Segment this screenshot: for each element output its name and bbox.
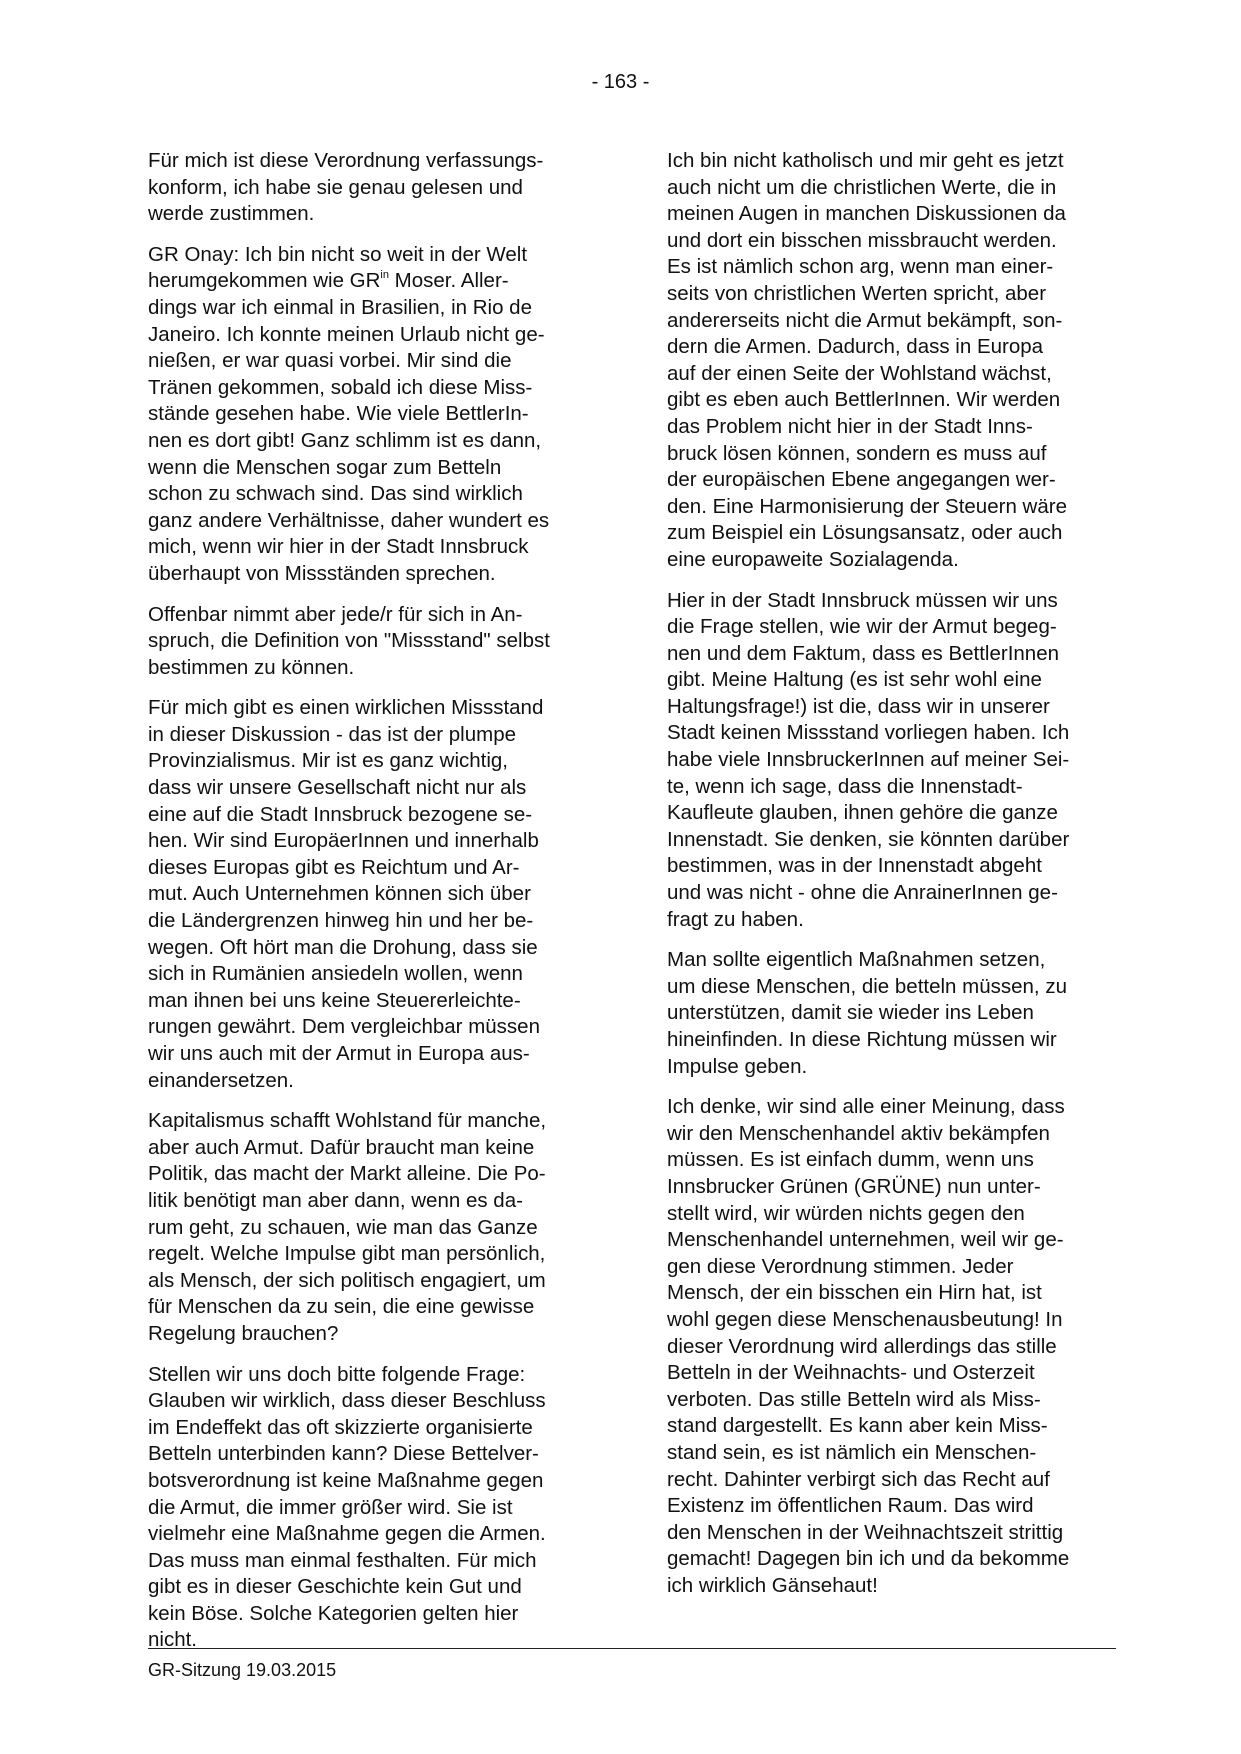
text-line: Haltungsfrage!) ist die, dass wir in unserer <box>667 694 1050 718</box>
text-line: andererseits nicht die Armut bekämpft, son- <box>667 308 1063 332</box>
text-line: Politik, das macht der Markt alleine. Die Po- <box>148 1162 546 1186</box>
text-line: regelt. Welche Impulse gibt man persönlich, <box>148 1242 546 1266</box>
paragraph <box>148 695 603 1094</box>
text-line: Impulse geben. <box>667 1054 808 1078</box>
page-number: - 163 - <box>591 71 650 93</box>
text-line: müssen. Es ist einfach dumm, wenn uns <box>667 1148 1034 1172</box>
text-line: ganz andere Verhältnisse, daher wundert es <box>148 508 550 532</box>
text-line: dieses Europas gibt es Reichtum und Ar- <box>148 855 520 879</box>
text-line: Für mich gibt es einen wirklichen Missstand <box>148 696 544 720</box>
text-line: Stadt keinen Missstand vorliegen haben. Ich <box>667 721 1070 745</box>
text-line: Es ist nämlich schon arg, wenn man einer- <box>667 255 1054 279</box>
text-line: gemacht! Dagegen bin ich und da bekomme <box>667 1547 1070 1571</box>
text-line: Das muss man einmal festhalten. Für mich <box>148 1548 537 1572</box>
text-line: wir uns auch mit der Armut in Europa aus- <box>148 1042 530 1065</box>
text-line: eine europaweite Sozialagenda. <box>667 547 959 571</box>
text-line: nießen, er war quasi vorbei. Mir sind die <box>148 349 512 373</box>
text-line: rungen gewährt. Dem vergleichbar müssen <box>148 1015 540 1039</box>
text-line: Innenstadt. Sie denken, sie könnten darüber <box>667 827 1070 851</box>
text-line: Betteln unterbinden kann? Diese Bettelver- <box>148 1442 539 1466</box>
text-line: eine auf die Stadt Innsbruck bezogene se- <box>148 802 533 826</box>
text-line: Existenz im öffentlichen Raum. Das wird <box>667 1494 1034 1518</box>
text-line: nen es dort gibt! Ganz schlimm ist es dann, <box>148 428 542 452</box>
text-line: gen diese Verordnung stimmen. Jeder <box>667 1254 1014 1278</box>
text-line: gibt. Meine Haltung (es ist sehr wohl eine <box>667 668 1042 692</box>
text-line: stellt wird, wir würden nichts gegen den <box>667 1201 1025 1225</box>
text-line: Provinzialismus. Mir ist es ganz wichtig, <box>148 749 508 773</box>
footer-divider <box>148 1648 1116 1649</box>
paragraph <box>667 1094 1122 1599</box>
text-line: Glauben wir wirklich, dass dieser Beschluss <box>148 1389 546 1413</box>
text-line: überhaupt von Missständen sprechen. <box>148 561 496 585</box>
text-line: um diese Menschen, die betteln müssen, zu <box>667 974 1067 998</box>
text-line: Ich denke, wir sind alle einer Meinung, dass <box>667 1095 1065 1119</box>
text-line: Hier in der Stadt Innsbruck müssen wir uns <box>667 588 1058 612</box>
text-line: vielmehr eine Maßnahme gegen die Armen. <box>148 1522 546 1546</box>
text-line: bestimmen, was in der Innenstadt abgeht <box>667 854 1042 878</box>
text-line: seits von christlichen Werten spricht, aber <box>667 281 1047 305</box>
text-line: Kapitalismus schafft Wohlstand für manche, <box>148 1109 547 1133</box>
text-line: Tränen gekommen, sobald ich diese Miss- <box>148 375 533 399</box>
text-line: im Endeffekt das oft skizzierte organisierte <box>148 1415 533 1439</box>
text-line: recht. Dahinter verbirgt sich das Recht auf <box>667 1467 1050 1491</box>
text-line: das Problem nicht hier in der Stadt Inns- <box>667 414 1033 438</box>
text-line: wegen. Oft hört man die Drohung, dass sie <box>148 935 538 959</box>
text-line: der europäischen Ebene angegangen wer- <box>667 468 1056 492</box>
text-line: mich, wenn wir hier in der Stadt Innsbruck <box>148 535 529 559</box>
text-line: Für mich ist diese Verordnung verfassungs- <box>148 149 544 172</box>
text-line: Menschenhandel unternehmen, weil wir ge- <box>667 1228 1064 1252</box>
text-line: dass wir unsere Gesellschaft nicht nur als <box>148 776 527 800</box>
left-column <box>148 148 603 1668</box>
text-line: litik benötigt man aber dann, wenn es da- <box>148 1188 523 1212</box>
text-line: auf der einen Seite der Wohlstand wächst, <box>667 361 1052 385</box>
text-line: meinen Augen in manchen Diskussionen da <box>667 202 1066 226</box>
text-line: die Armut, die immer größer wird. Sie ist <box>148 1495 513 1519</box>
text-line: Offenbar nimmt aber jede/r für sich in An- <box>148 602 523 626</box>
text-line: nicht. <box>148 1628 197 1652</box>
paragraph-gr-onay <box>148 242 603 588</box>
text-line: wir den Menschenhandel aktiv bekämpfen <box>667 1121 1050 1145</box>
footer-session-date: GR-Sitzung 19.03.2015 <box>148 1660 337 1680</box>
paragraph <box>667 148 1122 574</box>
text-line: spruch, die Definition von "Missstand" selbst <box>148 629 550 653</box>
text-line: hen. Wir sind EuropäerInnen und innerhalb <box>148 829 539 853</box>
text-line: fragt zu haben. <box>667 907 804 931</box>
text-line: sich in Rumänien ansiedeln wollen, wenn <box>148 962 523 986</box>
right-column <box>667 148 1122 1613</box>
text-line: wenn die Menschen sogar zum Betteln <box>148 455 502 479</box>
text-line: unterstützen, damit sie wieder ins Leben <box>667 1001 1034 1025</box>
text-line <box>148 268 603 295</box>
text-line: gibt es in dieser Geschichte kein Gut und <box>148 1575 522 1599</box>
text-fragment: herumgekommen wie GR <box>148 269 381 293</box>
text-line: dieser Verordnung wird allerdings das stille <box>667 1334 1057 1358</box>
text-line: botsverordnung ist keine Maßnahme gegen <box>148 1468 544 1492</box>
text-line: dern die Armen. Dadurch, dass in Europa <box>667 335 1044 359</box>
paragraph <box>148 1362 603 1655</box>
text-line: schon zu schwach sind. Das sind wirklich <box>148 482 523 506</box>
text-line: Ich bin nicht katholisch und mir geht es jetzt <box>667 149 1064 172</box>
text-line: nen und dem Faktum, dass es BettlerInnen <box>667 641 1060 665</box>
text-line: Janeiro. Ich konnte meinen Urlaub nicht ge- <box>148 322 545 346</box>
text-line: stand sein, es ist nämlich ein Menschen- <box>667 1440 1037 1464</box>
text-line: Betteln in der Weihnachts- und Osterzeit <box>667 1361 1035 1385</box>
text-line: GR Onay: Ich bin nicht so weit in der Welt <box>148 242 528 266</box>
text-line: gibt es eben auch BettlerInnen. Wir werden <box>667 388 1061 412</box>
text-line: als Mensch, der sich politisch engagiert, um <box>148 1268 546 1292</box>
paragraph <box>667 588 1122 934</box>
paragraph <box>667 947 1122 1080</box>
text-line: konform, ich habe sie genau gelesen und <box>148 175 523 199</box>
text-line: dings war ich einmal in Brasilien, in Rio de <box>148 295 532 319</box>
text-line: die Frage stellen, wie wir der Armut begeg- <box>667 615 1057 639</box>
text-line: rum geht, zu schauen, wie man das Ganze <box>148 1215 538 1239</box>
paragraph <box>148 1108 603 1347</box>
text-line: in dieser Diskussion - das ist der plumpe <box>148 722 517 746</box>
text-line: auch nicht um die christlichen Werte, die in <box>667 175 1057 199</box>
text-line: verboten. Das stille Betteln wird als Miss- <box>667 1387 1041 1411</box>
text-line: stand dargestellt. Es kann aber kein Miss- <box>667 1414 1048 1438</box>
text-line: Regelung brauchen? <box>148 1321 339 1345</box>
paragraph <box>148 148 603 228</box>
text-fragment: Moser. Aller- <box>388 269 509 293</box>
text-line: hineinfinden. In diese Richtung müssen wir <box>667 1028 1057 1051</box>
text-line: und dort ein bisschen missbraucht werden. <box>667 228 1057 252</box>
text-line: die Ländergrenzen hinweg hin und her be- <box>148 909 534 933</box>
text-line: mut. Auch Unternehmen können sich über <box>148 882 531 906</box>
text-line: habe viele InnsbruckerInnen auf meiner Sei- <box>667 748 1070 772</box>
text-line: Man sollte eigentlich Maßnahmen setzen, <box>667 948 1046 972</box>
text-line: für Menschen da zu sein, die eine gewisse <box>148 1295 535 1319</box>
superscript: in <box>380 269 389 282</box>
text-line: einandersetzen. <box>148 1068 294 1092</box>
text-line: werde zustimmen. <box>148 202 315 226</box>
text-line: wohl gegen diese Menschenausbeutung! In <box>667 1307 1063 1331</box>
text-line: den Menschen in der Weihnachtszeit strittig <box>667 1520 1064 1544</box>
text-line: bestimmen zu können. <box>148 655 355 679</box>
text-line: aber auch Armut. Dafür braucht man keine <box>148 1135 535 1159</box>
text-line: kein Böse. Solche Kategorien gelten hier <box>148 1601 519 1625</box>
paragraph <box>148 602 603 682</box>
text-line: Mensch, der ein bisschen ein Hirn hat, ist <box>667 1281 1042 1305</box>
text-line: ich wirklich Gänsehaut! <box>667 1573 878 1597</box>
text-line: bruck lösen können, sondern es muss auf <box>667 441 1047 465</box>
text-line: zum Beispiel ein Lösungsansatz, oder auch <box>667 521 1063 545</box>
text-line: und was nicht - ohne die AnrainerInnen ge- <box>667 881 1058 905</box>
text-line: Kaufleute glauben, ihnen gehöre die ganze <box>667 801 1058 825</box>
text-line: Stellen wir uns doch bitte folgende Frage: <box>148 1362 526 1386</box>
text-line: stände gesehen habe. Wie viele BettlerIn- <box>148 402 529 426</box>
text-line: te, wenn ich sage, dass die Innenstadt- <box>667 774 1023 798</box>
text-line: man ihnen bei uns keine Steuererleichte- <box>148 988 521 1012</box>
text-line: den. Eine Harmonisierung der Steuern wäre <box>667 494 1067 518</box>
text-line: Innsbrucker Grünen (GRÜNE) nun unter- <box>667 1174 1041 1198</box>
